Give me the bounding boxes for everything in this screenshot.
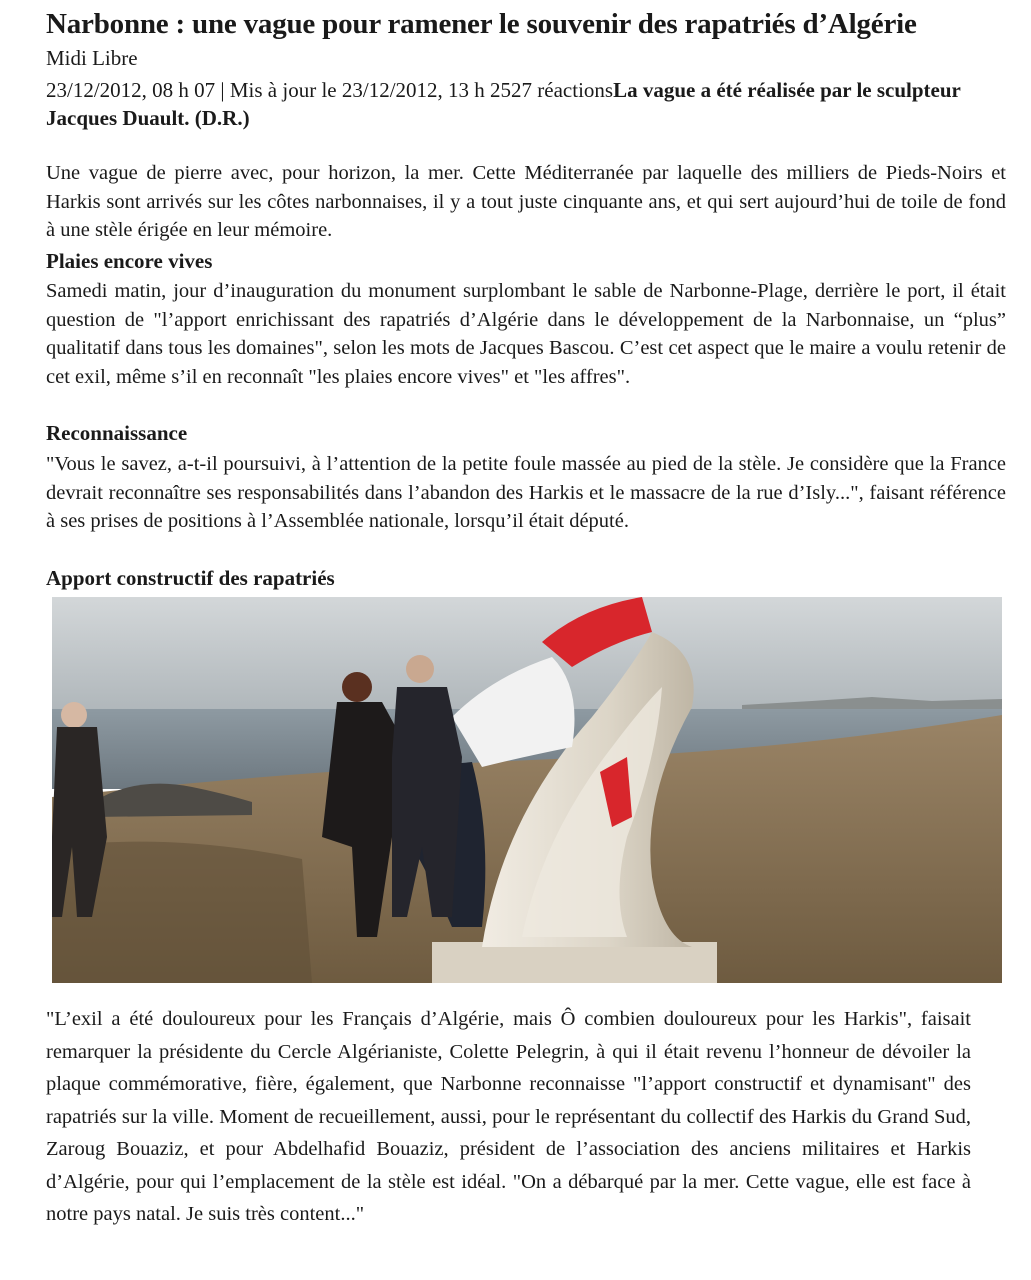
article-photo xyxy=(52,597,1002,983)
section-text-reconnaissance: "Vous le savez, a-t-il poursuivi, à l’attention de la petite foule massée au pied de la stèle. Je considère que la France devrait reconnaître ses responsabilités dans l’abandon des Harkis et le massacre de la rue d’Isly...", faisant référence à ses prises de positions à l’Assemblée nationale, lorsqu’il était député. xyxy=(46,453,1006,532)
section-body-reconnaissance xyxy=(46,450,1006,536)
section-heading-reconnaissance: Reconnaissance xyxy=(46,421,188,445)
article-source: Midi Libre xyxy=(46,46,138,70)
photo-caption: La vague a été réalisée par le sculpteur Jacques Duault. (D.R.) xyxy=(46,78,961,130)
article-title: Narbonne : une vague pour ramener le souvenir des rapatriés d’Algérie xyxy=(46,8,917,40)
section-heading-apport: Apport constructif des rapatriés xyxy=(46,566,335,590)
section-body-apport xyxy=(46,1003,971,1231)
article-dateline xyxy=(46,76,996,132)
section-heading-plaies: Plaies encore vives xyxy=(46,249,213,273)
dateline-text: 23/12/2012, 08 h 07 | Mis à jour le 23/12/2012, 13 h 2527 réactions xyxy=(46,78,614,102)
photo-illustration xyxy=(52,597,1002,983)
section-body-plaies xyxy=(46,277,1006,391)
section-text-plaies: Samedi matin, jour d’inauguration du monument surplombant le sable de Narbonne-Plage, derrière le port, il était question de "l’apport enrichissant des rapatriés d’Algérie dans le développement de la Narbonnaise, un “plus” qualitatif dans tous les domaines", selon les mots de Jacques Bascou. C’est cet aspect que le maire a voulu retenir de cet exil, même s’il en reconnaît "les plaies encore vives" et "les affres". xyxy=(46,280,1006,388)
sculpture-base xyxy=(432,942,717,983)
intro-text: Une vague de pierre avec, pour horizon, la mer. Cette Méditerranée par laquelle des milliers de Pieds-Noirs et Harkis sont arrivés sur les côtes narbonnaises, il y a tout juste cinquante ans, et qui sert aujourd’hui de toile de fond à une stèle érigée en leur mémoire. xyxy=(46,162,1006,241)
intro-paragraph xyxy=(46,159,1006,245)
section-text-apport: "L’exil a été douloureux pour les Français d’Algérie, mais Ô combien douloureux pour les Harkis", faisait remarquer la présidente du Cercle Algérianiste, Colette Pelegrin, à qui il était revenu l’honneur de dévoiler la plaque commémorative, fière, également, que Narbonne reconnaisse "l’apport constructif et dynamisant" des rapatriés sur la ville. Moment de recueillement, aussi, pour le représentant du collectif des Harkis du Grand Sud, Zaroug Bouaziz, et pour Abdelhafid Bouaziz, président de l’association des anciens militaires et Harkis d’Algérie, pour qui l’emplacement de la stèle est idéal. "On a débarqué par la mer. Cette vague, elle est face à notre pays natal. Je suis très content..." xyxy=(46,1008,971,1225)
